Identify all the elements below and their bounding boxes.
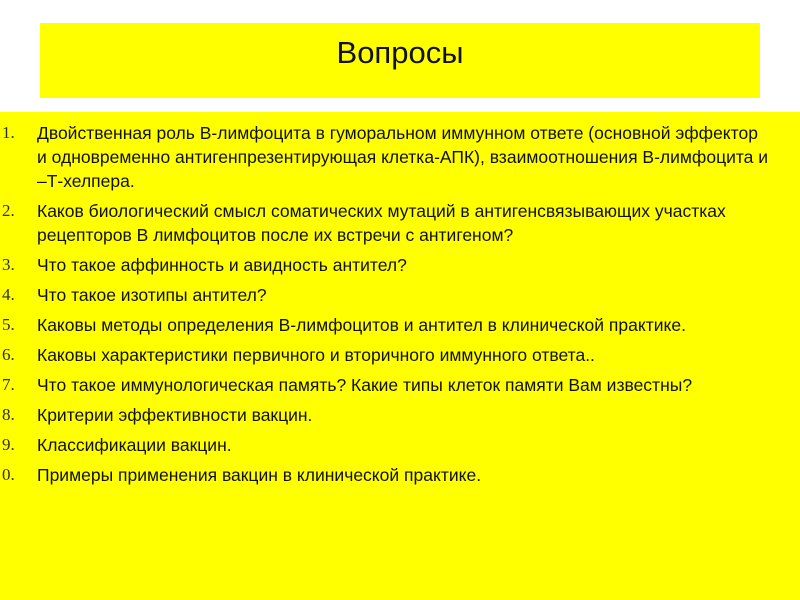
question-text: Классификации вакцин. [37,435,232,455]
question-item [0,433,800,457]
questions-list [0,121,800,493]
question-text: Примеры применения вакцин в клинической практике. [37,465,482,485]
question-item [0,313,800,337]
question-text: Каков биологический смысл соматических мутаций в антигенсвязывающих участках рецепторов В лимфоцитов после их встречи с антигеном? [37,201,726,245]
question-item [0,343,800,367]
question-number: 6. [2,345,15,364]
question-item [0,121,800,193]
title-box [40,23,760,98]
question-item [0,463,800,487]
question-number: 3. [2,255,15,274]
question-item [0,283,800,307]
question-number: 1. [2,123,15,142]
question-number: 8. [2,405,15,424]
question-number: 0. [2,465,15,484]
question-text: Двойственная роль В-лимфоцита в гуморальном иммунном ответе (основной эффектор и одновременно антигенпрезентирующая клетка-АПК), взаимоотношения В-лимфоцита и –Т-хелпера. [37,123,769,191]
question-number: 2. [2,201,15,220]
question-item [0,403,800,427]
question-text: Что такое аффинность и авидность антител? [37,255,407,275]
question-number: 4. [2,285,15,304]
question-item [0,199,800,247]
question-number: 7. [2,375,15,394]
question-number: 5. [2,315,15,334]
question-text: Каковы методы определения В-лимфоцитов и антител в клинической практике. [37,315,686,335]
slide-title: Вопросы [336,35,464,70]
content-box [0,112,800,600]
question-number: 9. [2,435,15,454]
question-text: Критерии эффективности вакцин. [37,405,313,425]
question-text: Что такое изотипы антител? [37,285,267,305]
question-text: Что такое иммунологическая память? Какие типы клеток памяти Вам известны? [37,375,693,395]
question-item [0,253,800,277]
question-text: Каковы характеристики первичного и вторичного иммунного ответа.. [37,345,595,365]
question-item [0,373,800,397]
